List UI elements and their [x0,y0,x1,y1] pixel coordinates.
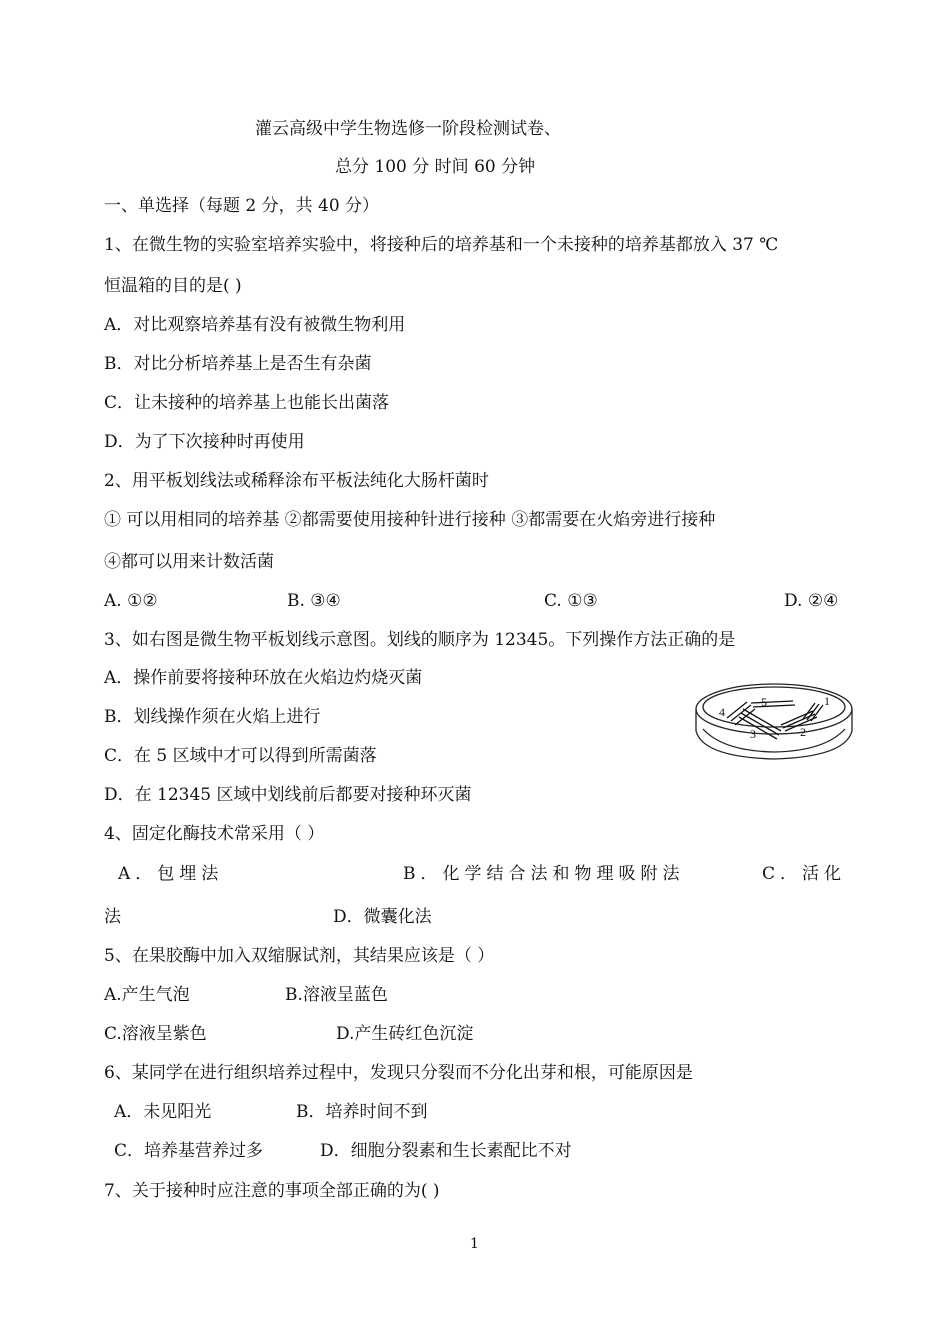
question-3-option-b: B．划线操作须在火焰上进行 [104,707,321,727]
streak-label-3: 3 [750,727,756,741]
question-3-option-a: A．操作前要将接种环放在火焰边灼烧灭菌 [104,668,423,688]
question-4-option-a: A．包埋法 [118,864,224,884]
question-1-option-c: C．让未接种的培养基上也能长出菌落 [104,393,390,413]
question-2-items-line2: ④都可以用来计数活菌 [104,552,274,572]
question-2-option-c: C. ①③ [544,591,598,611]
question-3-option-c: C．在 5 区域中才可以得到所需菌落 [104,746,377,766]
question-4-option-c: C．活化 [762,864,847,884]
question-2-stem: 2、用平板划线法或稀释涂布平板法纯化大肠杆菌时 [104,471,489,491]
question-6-option-a: A．未见阳光 [114,1102,212,1122]
question-1-option-d: D．为了下次接种时再使用 [104,432,305,452]
page-number: 1 [470,1236,479,1252]
question-2-option-d: D. ②④ [784,591,839,611]
question-3-option-d: D．在 12345 区域中划线前后都要对接种环灭菌 [104,785,472,805]
streak-lines [727,701,823,739]
question-5-option-c: C.溶液呈紫色 [104,1024,207,1044]
question-6-stem: 6、某同学在进行组织培养过程中，发现只分裂而不分化出芽和根，可能原因是 [104,1063,693,1083]
streak-label-2: 2 [800,725,806,739]
question-6-option-b: B．培养时间不到 [296,1102,428,1122]
question-4-stem: 4、固定化酶技术常采用（ ） [104,824,325,844]
question-2-option-a: A. ①② [104,591,158,611]
question-4-option-b: B．化学结合法和物理吸附法 [403,864,685,884]
question-1-option-a: A．对比观察培养基有没有被微生物利用 [104,315,406,335]
page-subtitle: 总分 100 分 时间 60 分钟 [335,157,536,177]
question-6-option-c: C．培养基营养过多 [114,1141,264,1161]
question-5-option-a: A.产生气泡 [104,985,190,1005]
question-6-option-d: D．细胞分裂素和生长素配比不对 [320,1141,572,1161]
question-4-option-c-cont: 法 [104,907,121,927]
question-4-option-d: D．微囊化法 [333,907,432,927]
question-7-stem: 7、关于接种时应注意的事项全部正确的为( ) [104,1181,440,1201]
question-1-stem-line1: 1、在微生物的实验室培养实验中，将接种后的培养基和一个未接种的培养基都放入 37 ℃ [104,235,779,255]
question-1-option-b: B．对比分析培养基上是否生有杂菌 [104,354,372,374]
question-5-stem: 5、在果胶酶中加入双缩脲试剂，其结果应该是（ ） [104,946,495,966]
question-2-items-line1: ① 可以用相同的培养基 ②都需要使用接种针进行接种 ③都需要在火焰旁进行接种 [104,510,716,530]
section-heading: 一、单选择（每题 2 分，共 40 分） [104,196,380,216]
streak-label-1: 1 [824,694,830,708]
question-2-option-b: B. ③④ [287,591,341,611]
streak-plate-figure [693,673,855,765]
question-3-stem: 3、如右图是微生物平板划线示意图。划线的顺序为 12345。下列操作方法正确的是 [104,630,736,650]
streak-label-4: 4 [719,705,725,719]
page-title: 灌云高级中学生物选修一阶段检测试卷、 [255,119,561,139]
question-1-stem-line2: 恒温箱的目的是( ) [104,276,242,296]
question-5-option-b: B.溶液呈蓝色 [285,985,388,1005]
question-5-option-d: D.产生砖红色沉淀 [336,1024,474,1044]
streak-label-5: 5 [761,695,767,709]
